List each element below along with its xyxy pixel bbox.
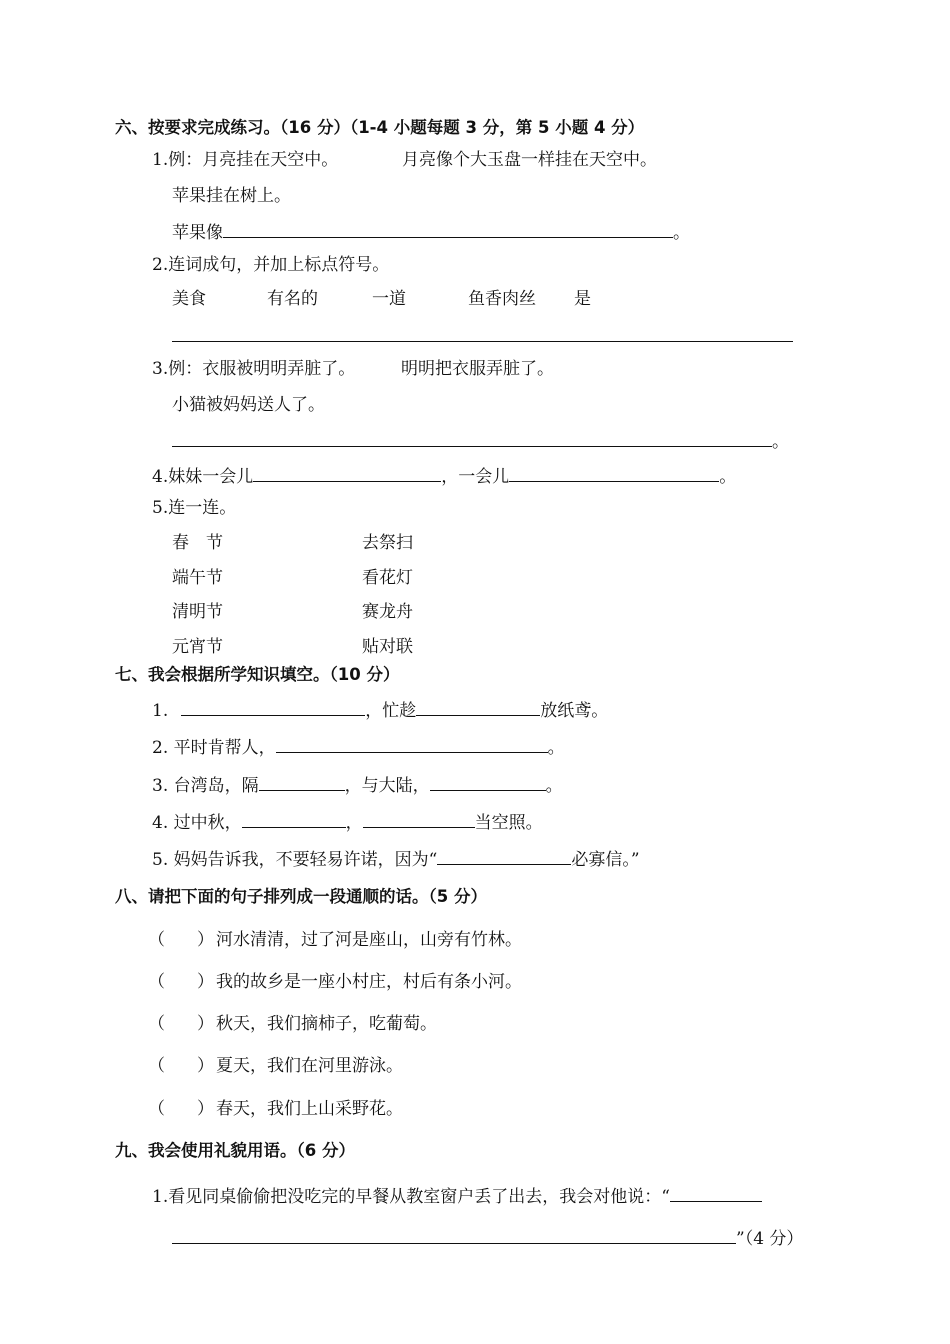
- s7-item-3-blank-1[interactable]: [259, 772, 345, 791]
- q1-period: 。: [673, 223, 690, 243]
- s7-item-1-num: 1.: [152, 701, 169, 721]
- order-box-1[interactable]: （ ）: [148, 930, 214, 950]
- q4-blank-2[interactable]: [509, 463, 719, 482]
- q1-sentence: 苹果挂在树上。: [172, 186, 291, 206]
- order-item-3: [148, 1013, 437, 1035]
- order-box-3[interactable]: （ ）: [148, 1014, 214, 1034]
- s7-item-5-text: 5. 妈妈告诉我，不要轻易许诺，因为“: [152, 850, 438, 870]
- s7-item-3-end: 。: [545, 776, 563, 796]
- q2-word-5: 是: [574, 289, 591, 309]
- q4-blank-1[interactable]: [253, 463, 441, 482]
- custom-1[interactable]: 去祭扫: [362, 533, 413, 553]
- order-item-2: [148, 971, 522, 993]
- s7-item-3-blank-2[interactable]: [430, 772, 546, 791]
- s7-item-3-text: 3. 台湾岛，隔: [152, 776, 259, 796]
- s7-item-2-end: 。: [547, 738, 565, 758]
- q2-word-1: 美食: [172, 289, 206, 309]
- s9-q1-blank-2[interactable]: [172, 1225, 736, 1244]
- s9-q1-line-2: [172, 1225, 803, 1250]
- custom-2[interactable]: 看花灯: [362, 568, 413, 588]
- s7-item-3-mid: ，与大陆，: [344, 776, 430, 796]
- s7-item-4-mid: ，: [345, 813, 363, 833]
- section-8-title: 八、请把下面的句子排列成一段通顺的话。（5 分）: [115, 887, 487, 906]
- s7-item-5: [152, 846, 640, 871]
- q3-example-rewrite: 明明把衣服弄脏了。: [401, 359, 554, 379]
- festival-4[interactable]: 元宵节: [172, 637, 223, 657]
- order-box-4[interactable]: （ ）: [148, 1056, 214, 1076]
- order-item-1: [148, 929, 522, 951]
- q2-word-4: 鱼香肉丝: [468, 289, 536, 309]
- q5-instruction: 5.连一连。: [152, 498, 237, 518]
- order-item-5: [148, 1098, 403, 1120]
- s7-item-1-mid: ，忙趁: [365, 701, 417, 721]
- q3-answer-line: [172, 428, 789, 453]
- custom-3[interactable]: 赛龙舟: [362, 602, 413, 622]
- s7-item-4: [152, 809, 543, 834]
- order-sentence-2: 我的故乡是一座小村庄，村后有条小河。: [216, 972, 522, 992]
- q1-prefix: 苹果像: [172, 223, 223, 243]
- q3-example: 3.例：衣服被明明弄脏了。: [152, 359, 356, 379]
- q3-sentence: 小猫被妈妈送人了。: [172, 395, 325, 415]
- s7-item-1-blank-1[interactable]: [181, 697, 365, 716]
- q4-line: [152, 463, 736, 488]
- q1-example: 1.例：月亮挂在天空中。: [152, 150, 339, 170]
- festival-3[interactable]: 清明节: [172, 602, 223, 622]
- festival-2[interactable]: 端午节: [172, 568, 223, 588]
- order-box-5[interactable]: （ ）: [148, 1099, 214, 1119]
- q3-period: 。: [772, 432, 789, 452]
- s9-q1-end: ”（4 分）: [736, 1229, 804, 1249]
- order-item-4: [148, 1055, 403, 1077]
- s9-q1-blank-1[interactable]: [670, 1183, 762, 1202]
- s7-item-4-blank-1[interactable]: [242, 809, 346, 828]
- q1-answer-line: [172, 219, 690, 244]
- q2-answer-line[interactable]: [172, 341, 793, 342]
- s9-q1-text: 1.看见同桌偷偷把没吃完的早餐从教室窗户丢了出去，我会对他说：“: [152, 1187, 670, 1207]
- s7-item-4-end: 当空照。: [474, 813, 543, 833]
- s7-item-2: [152, 734, 565, 759]
- q1-example-rewrite: 月亮像个大玉盘一样挂在天空中。: [402, 150, 657, 170]
- q2-instruction: 2.连词成句，并加上标点符号。: [152, 255, 390, 275]
- s7-item-3: [152, 772, 563, 797]
- section-9-title: 九、我会使用礼貌用语。（6 分）: [115, 1141, 355, 1160]
- order-sentence-3: 秋天，我们摘柿子，吃葡萄。: [216, 1014, 437, 1034]
- s7-item-1-end: 放纸鸢。: [540, 701, 609, 721]
- q2-word-3: 一道: [372, 289, 406, 309]
- order-sentence-5: 春天，我们上山采野花。: [216, 1099, 403, 1119]
- festival-1[interactable]: 春 节: [172, 533, 223, 553]
- section-6-title: 六、按要求完成练习。（16 分）（1-4 小题每题 3 分，第 5 小题 4 分）: [115, 118, 645, 137]
- s7-item-5-blank[interactable]: [437, 846, 571, 865]
- q2-word-2: 有名的: [267, 289, 318, 309]
- s9-q1: [152, 1183, 762, 1208]
- order-sentence-1: 河水清清，过了河是座山，山旁有竹林。: [216, 930, 522, 950]
- s7-item-2-text: 2. 平时肯帮人，: [152, 738, 276, 758]
- s7-item-2-blank[interactable]: [276, 734, 548, 753]
- q4-middle: ，一会儿: [441, 467, 510, 487]
- order-sentence-4: 夏天，我们在河里游泳。: [216, 1056, 403, 1076]
- s7-item-1-blank-2[interactable]: [416, 697, 540, 716]
- q3-blank[interactable]: [172, 428, 772, 447]
- section-7-title: 七、我会根据所学知识填空。（10 分）: [115, 665, 400, 684]
- s7-item-4-blank-2[interactable]: [363, 809, 475, 828]
- order-box-2[interactable]: （ ）: [148, 972, 214, 992]
- q4-prefix: 4.妹妹一会儿: [152, 467, 254, 487]
- q4-period: 。: [719, 467, 737, 487]
- custom-4[interactable]: 贴对联: [362, 637, 413, 657]
- s7-item-1: [152, 697, 608, 722]
- s7-item-5-end: 必寡信。”: [571, 850, 640, 870]
- s7-item-4-text: 4. 过中秋，: [152, 813, 242, 833]
- q1-blank[interactable]: [223, 219, 673, 238]
